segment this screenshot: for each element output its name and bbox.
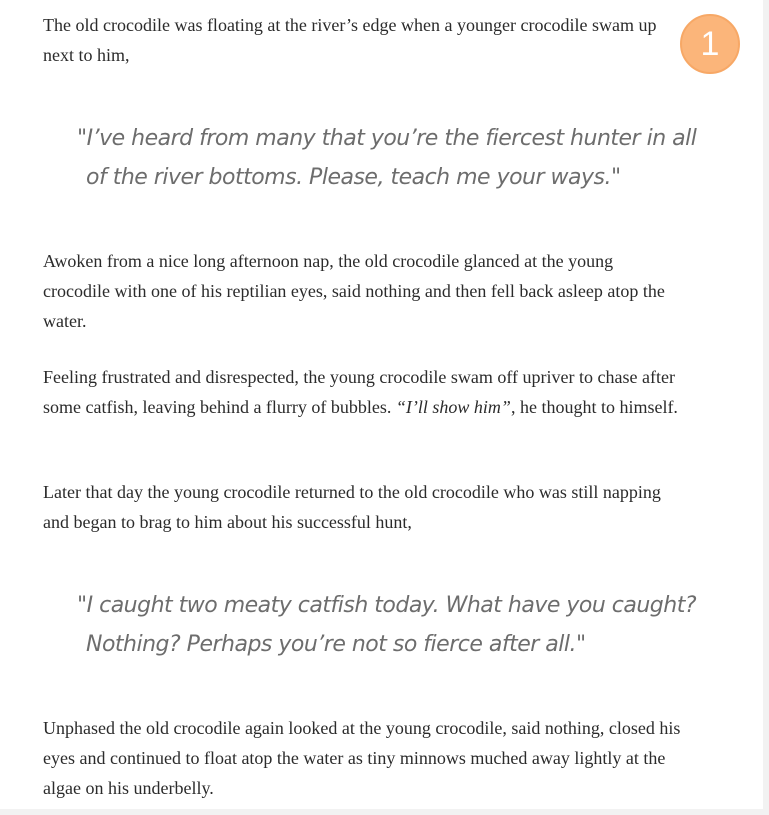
pull-quote-2-line-1: "I caught two meaty catfish today. What have you caught? bbox=[77, 593, 697, 618]
page-number-badge bbox=[680, 14, 740, 74]
paragraph-1: The old crocodile was floating at the river’s edge when a younger crocodile swam up next to him, bbox=[43, 15, 657, 65]
pull-quote-1 bbox=[77, 119, 697, 197]
pull-quote-2-line-2: Nothing? Perhaps you’re not so fierce after all." bbox=[86, 632, 586, 657]
pull-quote-1-line-2: of the river bottoms. Please, teach me your ways." bbox=[86, 165, 621, 190]
pull-quote-2 bbox=[77, 586, 697, 664]
paragraph-3-text-b: , he thought to himself. bbox=[510, 397, 678, 417]
paragraph-5: Unphased the old crocodile again looked at the young crocodile, said nothing, closed his eyes and continued to float atop the water as tiny minnows muched away lightly at the algae on his underbelly. bbox=[43, 718, 681, 798]
paragraph-3 bbox=[43, 362, 683, 422]
page-number: 1 bbox=[700, 25, 720, 63]
pull-quote-1-line-1: "I’ve heard from many that you’re the fiercest hunter in all bbox=[77, 126, 697, 151]
paragraph-2: Awoken from a nice long afternoon nap, the old crocodile glanced at the young crocodile with one of his reptilian eyes, said nothing and then fell back asleep atop the water. bbox=[43, 251, 665, 331]
paragraph-3-italic: “I’ll show him” bbox=[395, 397, 511, 417]
paragraph-3-text-a: Feeling frustrated and disrespected, the young crocodile swam off upriver to chase after some catfish, leaving behind a flurry of bubbles. bbox=[43, 367, 675, 417]
paragraph-4: Later that day the young crocodile returned to the old crocodile who was still napping and began to brag to him about his successful hunt, bbox=[43, 482, 661, 532]
